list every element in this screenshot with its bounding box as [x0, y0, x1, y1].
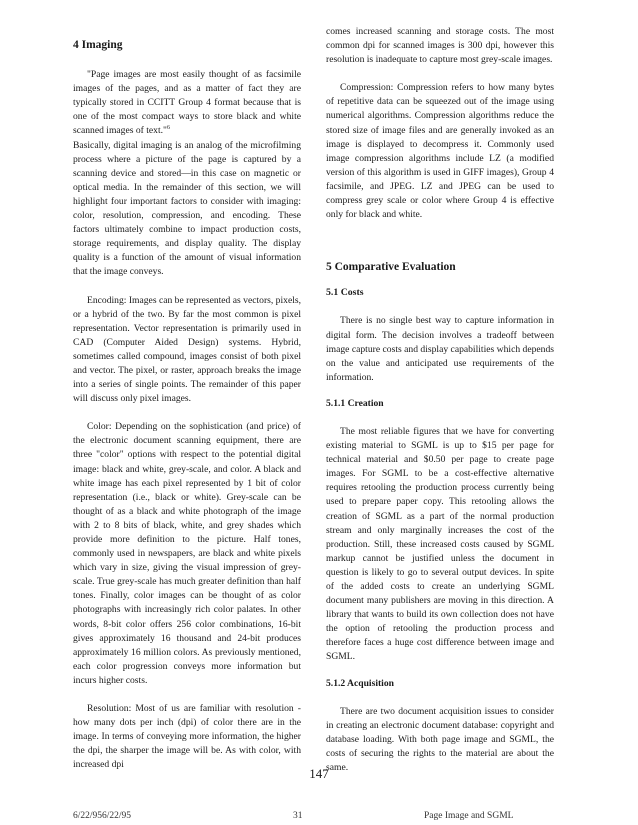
- footer-title: Page Image and SGML: [424, 811, 514, 821]
- encoding-paragraph: Encoding: Images can be represented as vectors, pixels, or a hybrid of the two. By far the most common is pixel representation. Vector representation is primarily used in CAD (Computer Aided Design) systems. Hybrid, sometimes called compound, images consist of both pixel and vector. The pixel, or raster, approach breaks the image into a series of single points. The remainder of this paper will discuss only pixel images.: [73, 294, 301, 405]
- section-5-1-1-heading: 5.1.1 Creation: [326, 397, 384, 409]
- right-column: [326, 0, 554, 775]
- compression-paragraph: Compression: Compression refers to how many bytes of repetitive data can be squeezed out of the image using numerical algorithms. Compression algorithms reduce the stored size of image files and are generally invoked as an image is displayed to decompress it. Commonly used image compression algorithms include LZ (a modified version of this algorithm is used in GIFF images), Group 4 facsimile, and JPEG. LZ and JPEG can be used to compress grey scale or color where Group 4 is effective only for black and white.: [326, 82, 554, 221]
- section-5-1-heading: 5.1 Costs: [326, 287, 364, 299]
- color-paragraph: Color: Depending on the sophistication (and price) of the electronic document scanning equipment, there are three "color" options with respect to the potential digital image: black and white, grey-scale, and color. A black and white image has each pixel represented by 1 bit of color representation (i.e., black or white). Grey-scale can be thought of as a black and white photograph of the image with 2 to 8 bits of black, white, and grey shades which provide more definition to the picture. Half tones, commonly used in newspapers, are black and white pixels which vary in size, giving the visual impression of grey-scale. True grey-scale has much greater definition than half tones. Finally, color images can be thought of as color photographs with increasingly rich color palates. In other words, 8-bit color offers 256 color combinations, 16-bit gives approximately 16 thousand and 24-bit produces approximately 16 million colors. As previously mentioned, each color progression conveys more information but incurs higher costs.: [73, 421, 301, 686]
- page-number: 147: [309, 766, 329, 781]
- continuation-paragraph: comes increased scanning and storage costs. The most common dpi for scanned images is 300 dpi, however this resolution is inadequate to capture most grey-scale images.: [326, 26, 554, 66]
- quote-paragraph: [73, 68, 301, 138]
- footer-date: 6/22/956/22/95: [73, 811, 132, 821]
- creation-paragraph: The most reliable figures that we have for converting existing material to SGML is up to $15 per page for technical material and $0.50 per page to create page images. For SGML to be a cost-effective alternative requires retooling the production process currently being used to prepare paper copy. This retooling allows the creation of SGML as a part of the normal production stream and only marginally increases the cost of the production. Still, these increased costs caused by SGML markup cannot be justified unless the document in question is likely to go to several output devices. In spite of the added costs to create an underlying SGML document many publishers are moving in this direction. A library that wants to build its own collection does not have the option of retooling the production process and therefore faces a huge cost difference between image and SGML.: [326, 425, 554, 663]
- costs-paragraph: There is no single best way to capture information in digital form. The decision involves a tradeoff between image capture costs and display capabilities which depends on the value and anticipated use requirements of the information.: [326, 315, 554, 383]
- section-5-1-2-heading: 5.1.2 Acquisition: [326, 677, 394, 689]
- section-5-heading: 5 Comparative Evaluation: [326, 261, 456, 274]
- quote-text: "Page images are most easily thought of as facsimile images of the pages, and as a matter of fact they are typically stored in CCITT Group 4 format because that is one of the most compact ways to store black and white scanned images of text.": [73, 69, 301, 137]
- footer-page-index: 31: [293, 811, 303, 821]
- footnote-ref: 6: [166, 125, 170, 132]
- imaging-paragraph: Basically, digital imaging is an analog of the microfilming process where a picture of the page is captured by a scanning device and stored—in this case on magnetic or optical media. In the remainder of this section, we will highlight four important factors to consider with imaging: color, resolution, compression, and encoding. These factors ultimately combine to impact production costs, storage requirements, and display quality. The display quality is a function of the amount of visual information that the image conveys.: [73, 139, 301, 278]
- left-column: [73, 0, 301, 773]
- acquisition-paragraph: There are two document acquisition issues to consider in creating an electronic document database: copyright and database loading. With both page image and SGML, the costs of securing the rights to the material are about the same.: [326, 705, 554, 774]
- resolution-paragraph: Resolution: Most of us are familiar with resolution - how many dots per inch (dpi) of color there are in the image. In terms of conveying more information, the higher the dpi, the sharper the image will be. As with color, with increased dpi: [73, 703, 301, 771]
- section-4-heading: 4 Imaging: [73, 39, 123, 51]
